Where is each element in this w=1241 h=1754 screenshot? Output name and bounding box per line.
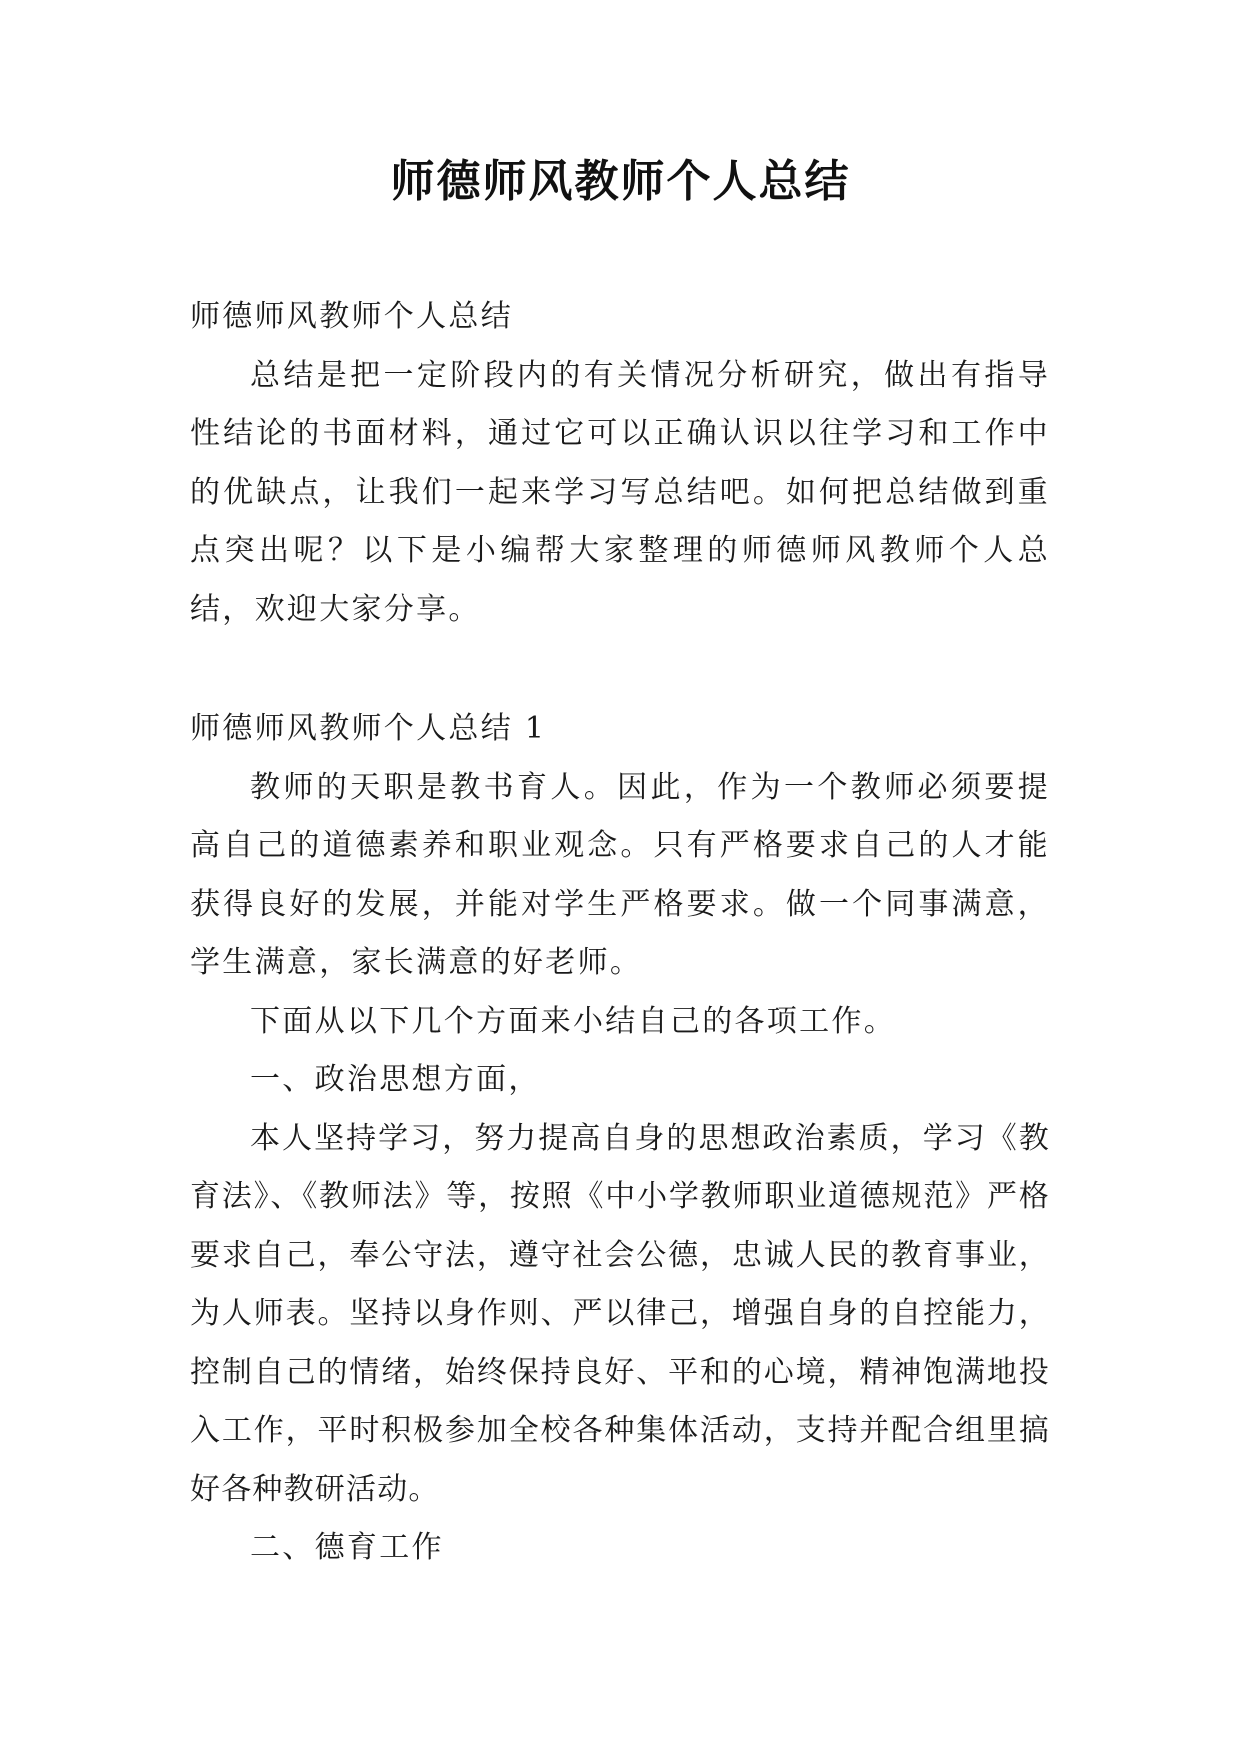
intro-section — [190, 288, 1050, 639]
section-1-paragraph-1: 教师的天职是教书育人。因此，作为一个教师必须要提高自己的道德素养和职业观念。只有严格要求自己的人才能获得良好的发展，并能对学生严格要求。做一个同事满意，学生满意，家长满意的好老师。 — [190, 769, 1050, 980]
intro-heading: 师德师风教师个人总结 — [190, 299, 513, 334]
section-1-paragraph-2: 下面从以下几个方面来小结自己的各项工作。 — [250, 1003, 896, 1039]
political-thought-paragraph: 本人坚持学习，努力提高自身的思想政治素质，学习《教育法》、《教师法》等，按照《中小学教师职业道德规范》严格要求自己，奉公守法，遵守社会公德，忠诚人民的教育事业，为人师表。坚持以身作则、严以律己，增强自身的自控能力，控制自己的情绪，始终保持良好、平和的心境，精神饱满地投入工作，平时积极参加全校各种集体活动，支持并配合组里搞好各种教研活动。 — [190, 1120, 1050, 1507]
political-thought-heading: 一、政治思想方面， — [250, 1062, 541, 1097]
intro-paragraph: 总结是把一定阶段内的有关情况分析研究，做出有指导性结论的书面材料，通过它可以正确认识以往学习和工作中的优缺点，让我们一起来学习写总结吧。如何把总结做到重点突出呢？以下是小编帮大家整理的师德师风教师个人总结，欢迎大家分享。 — [190, 357, 1050, 627]
moral-education-heading: 二、德育工作 — [250, 1530, 444, 1565]
summary-section-1 — [190, 700, 1050, 1578]
document-title: 师德师风教师个人总结 — [390, 156, 851, 207]
section-1-heading: 师德师风教师个人总结 1 — [190, 711, 547, 746]
